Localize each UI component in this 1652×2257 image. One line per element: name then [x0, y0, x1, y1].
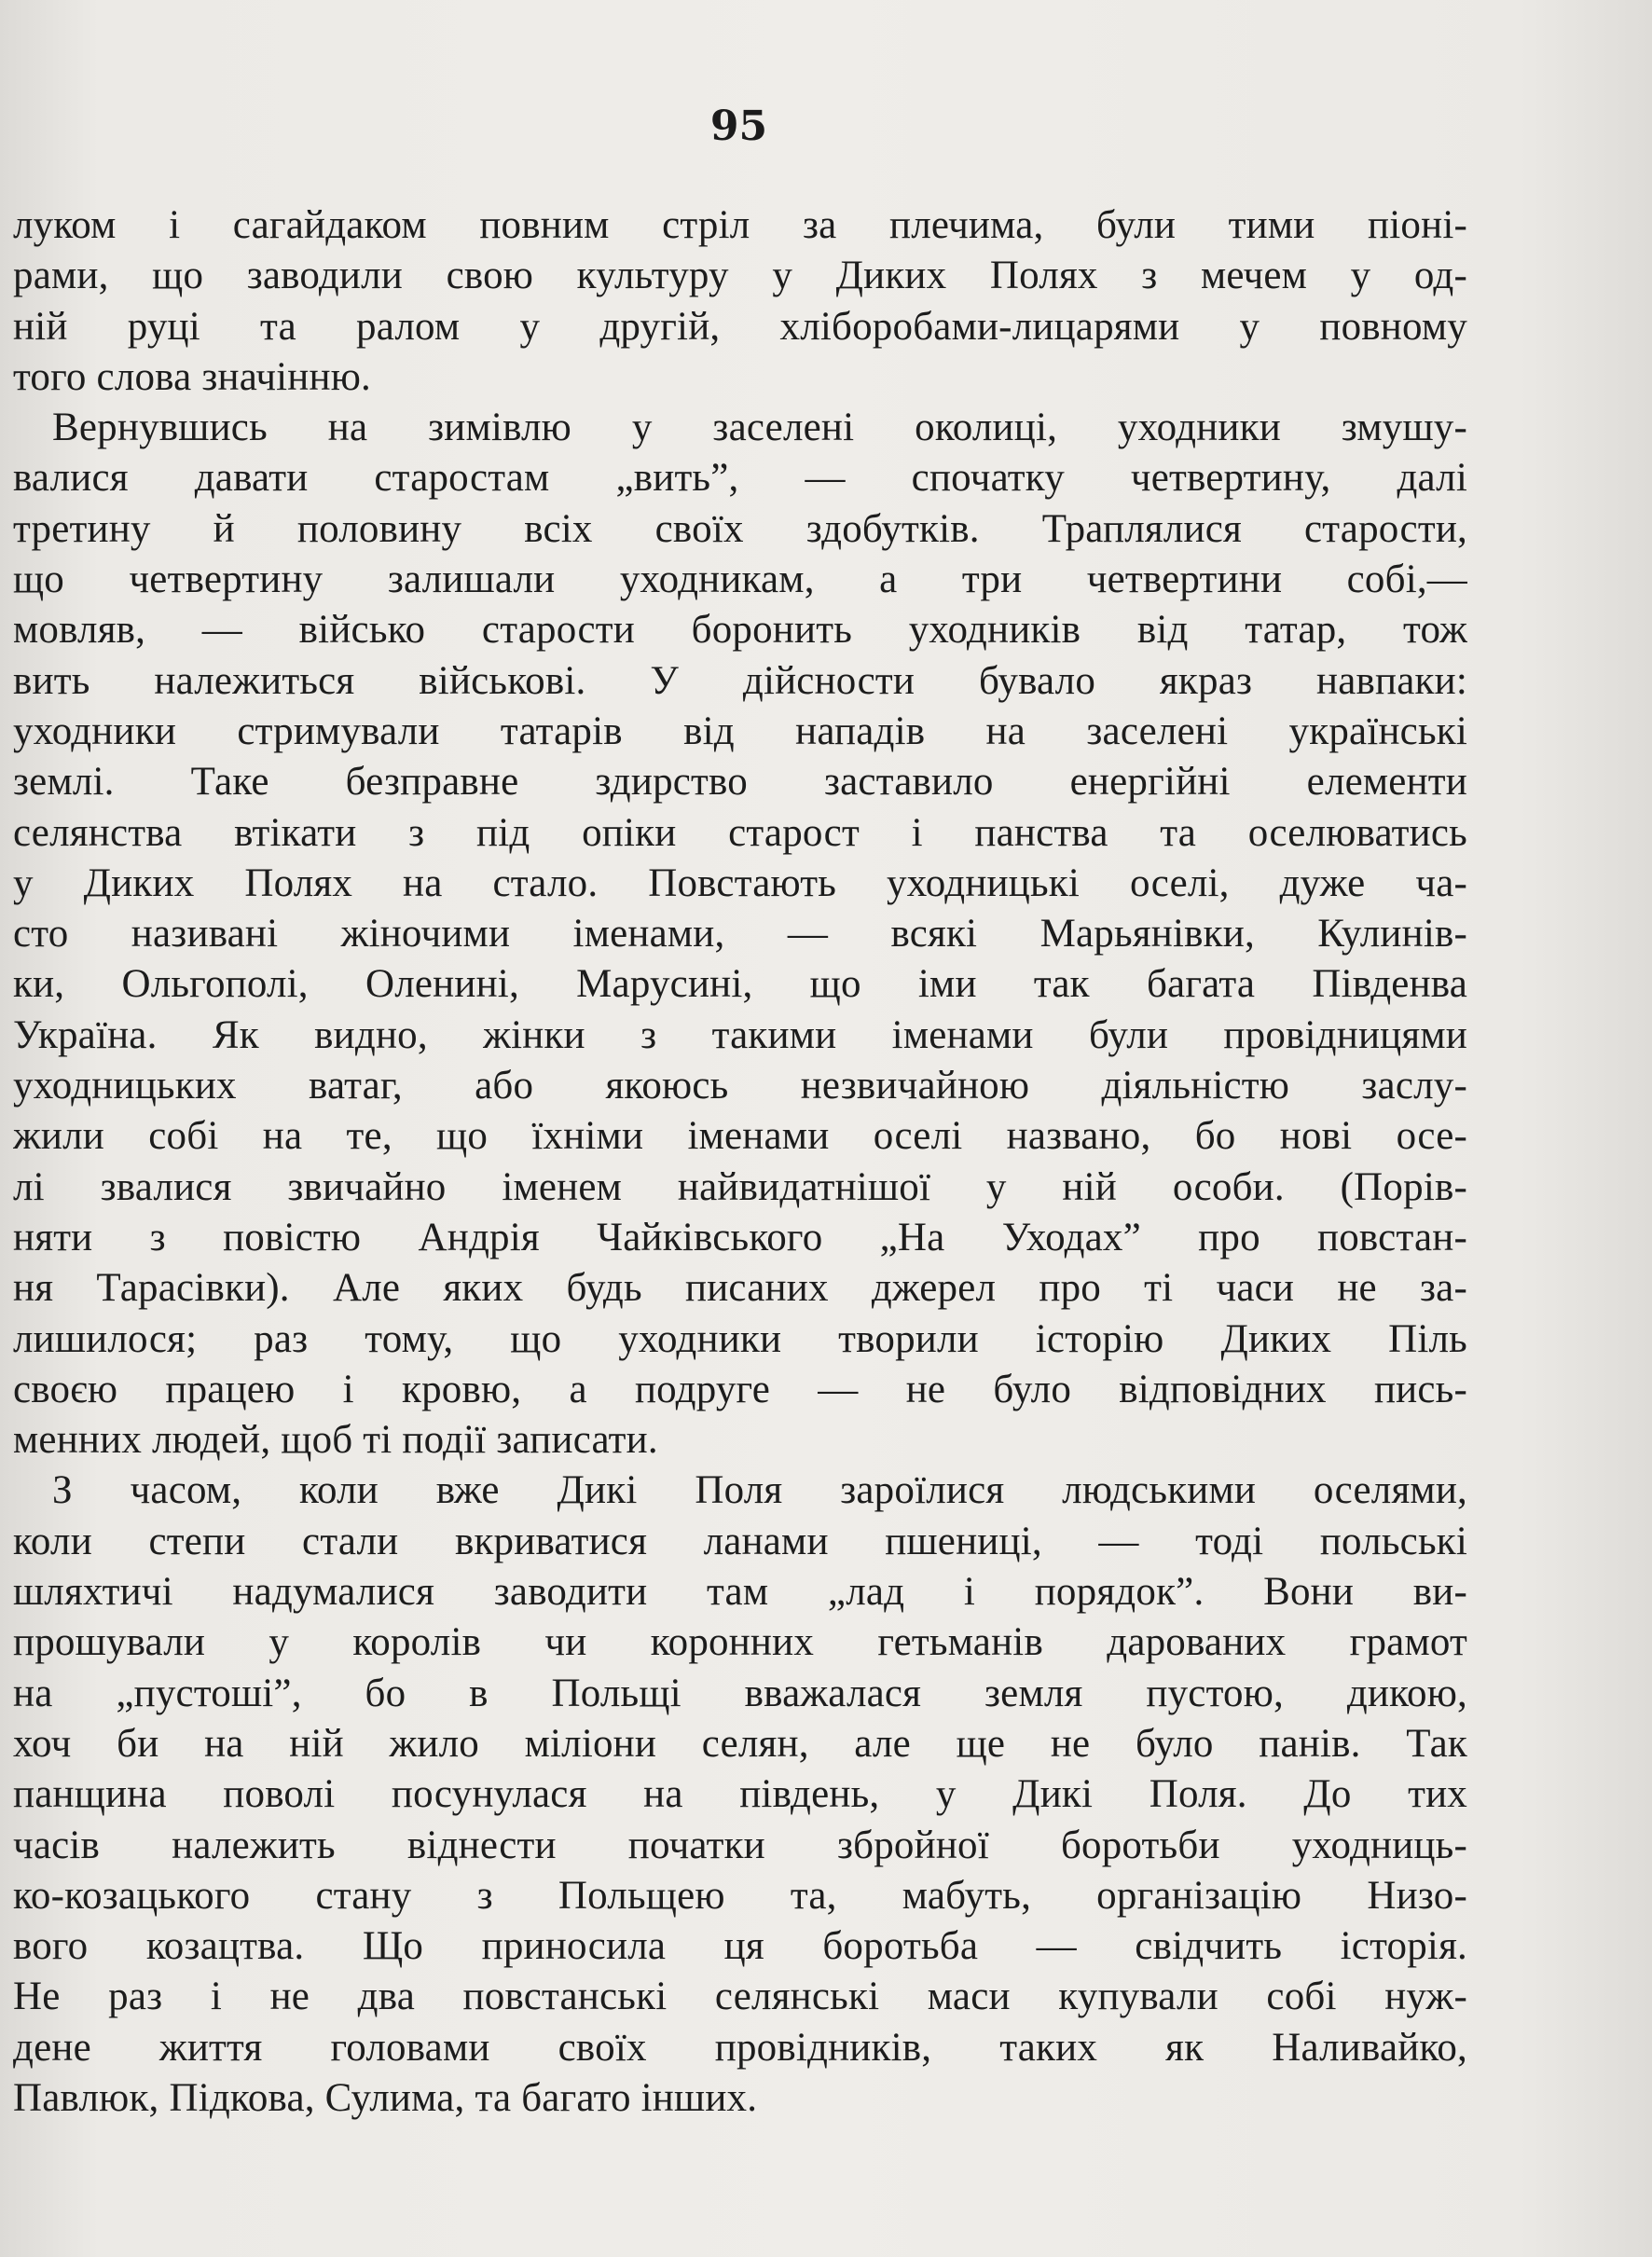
text-line: ки, Ольгополі, Оленині, Марусині, що іми так багата Південва [13, 962, 1467, 1007]
text-line: З часом, коли вже Дикі Поля зароїлися людськими оселями, [52, 1468, 1467, 1513]
text-line: землі. Таке безправне здирство заставило енергійні елементи [13, 760, 1467, 805]
text-line: уходники стримували татарів від нападів на заселені українські [13, 709, 1467, 753]
page-number: 95 [709, 103, 768, 150]
text-line: Павлюк, Підкова, Сулима, та багато інших. [13, 2075, 758, 2120]
text-line: Вернувшись на зимівлю у заселені околиці, уходники змушу- [52, 406, 1467, 450]
body-text [13, 200, 1467, 2124]
text-line: що четвертину залишали уходникам, а три четвертини собі,— [13, 557, 1467, 602]
text-line: дене життя головами своїх провідників, таких як Наливайко, [13, 2025, 1467, 2070]
text-line: жили собі на те, що їхніми іменами оселі названо, бо нові осе- [13, 1114, 1467, 1159]
text-line: шляхтичі надумалися заводити там „лад і порядок”. Вони ви- [13, 1570, 1467, 1615]
text-line: лі звалися звичайно іменем найвидатнішої у ній особи. (Порів- [13, 1164, 1467, 1209]
text-line: ко-козацького стану з Польщею та, мабуть, організацію Низо- [13, 1873, 1467, 1918]
text-line: ній руці та ралом у другій, хліборобами-лицарями у повному [13, 304, 1467, 349]
text-line: коли степи стали вкриватися ланами пшениці, — тоді польські [13, 1519, 1467, 1563]
text-line: ня Тарасівки). Але яких будь писаних джерел про ті часи не за- [13, 1266, 1467, 1311]
text-line: уходницьких ватаг, або якоюсь незвичайною діяльністю заслу- [13, 1064, 1467, 1108]
text-line: рами, що заводили свою культуру у Диких Полях з мечем у од- [13, 254, 1467, 298]
text-line: того слова значінню. [13, 354, 371, 399]
text-line: мовляв, — військо старости боронить уходників від татар, тож [13, 608, 1467, 653]
text-line: Не раз і не два повстанські селянські маси купували собі нуж- [13, 1975, 1467, 2019]
text-line: прошували у королів чи коронних гетьманів дарованих грамот [13, 1620, 1467, 1665]
text-line: няти з повістю Андрія Чайківського „На Уходах” про повстан- [13, 1215, 1467, 1259]
text-line: хоч би на ній жило міліони селян, але ще не було панів. Так [13, 1721, 1467, 1766]
text-line: лишилося; раз тому, що уходники творили історію Диких Піль [13, 1316, 1467, 1361]
text-line: часів належить віднести початки збройної боротьби уходниць- [13, 1823, 1467, 1867]
text-line: вить належиться військові. У дійсности бувало якраз навпаки: [13, 658, 1467, 703]
text-line: сто називані жіночими іменами, — всякі Марьянівки, Кулинів- [13, 912, 1467, 956]
text-line: на „пустоші”, бо в Польщі вважалася земля пустою, дикою, [13, 1671, 1467, 1715]
text-line: валися давати старостам „вить”, — спочатку четвертину, далі [13, 456, 1467, 501]
text-line: Україна. Як видно, жінки з такими іменами були провідницями [13, 1012, 1467, 1057]
text-line: панщина поволі посунулася на південь, у Дикі Поля. До тих [13, 1772, 1467, 1817]
text-line: вого козацтва. Що приносила ця боротьба — свідчить історія. [13, 1924, 1467, 1969]
text-line: селянства втікати з під опіки старост і панства та оселюватись [13, 810, 1467, 855]
text-line: своєю працею і кровю, а подруге — не було відповідних пись- [13, 1367, 1467, 1411]
text-line: третину й половину всіх своїх здобутків. Траплялися старости, [13, 506, 1467, 551]
text-line: менних людей, щоб ті події записати. [13, 1418, 658, 1463]
text-line: у Диких Полях на стало. Повстають уходницькі оселі, дуже ча- [13, 860, 1467, 905]
text-line: луком і сагайдаком повним стріл за плечима, були тими піоні- [13, 203, 1467, 247]
